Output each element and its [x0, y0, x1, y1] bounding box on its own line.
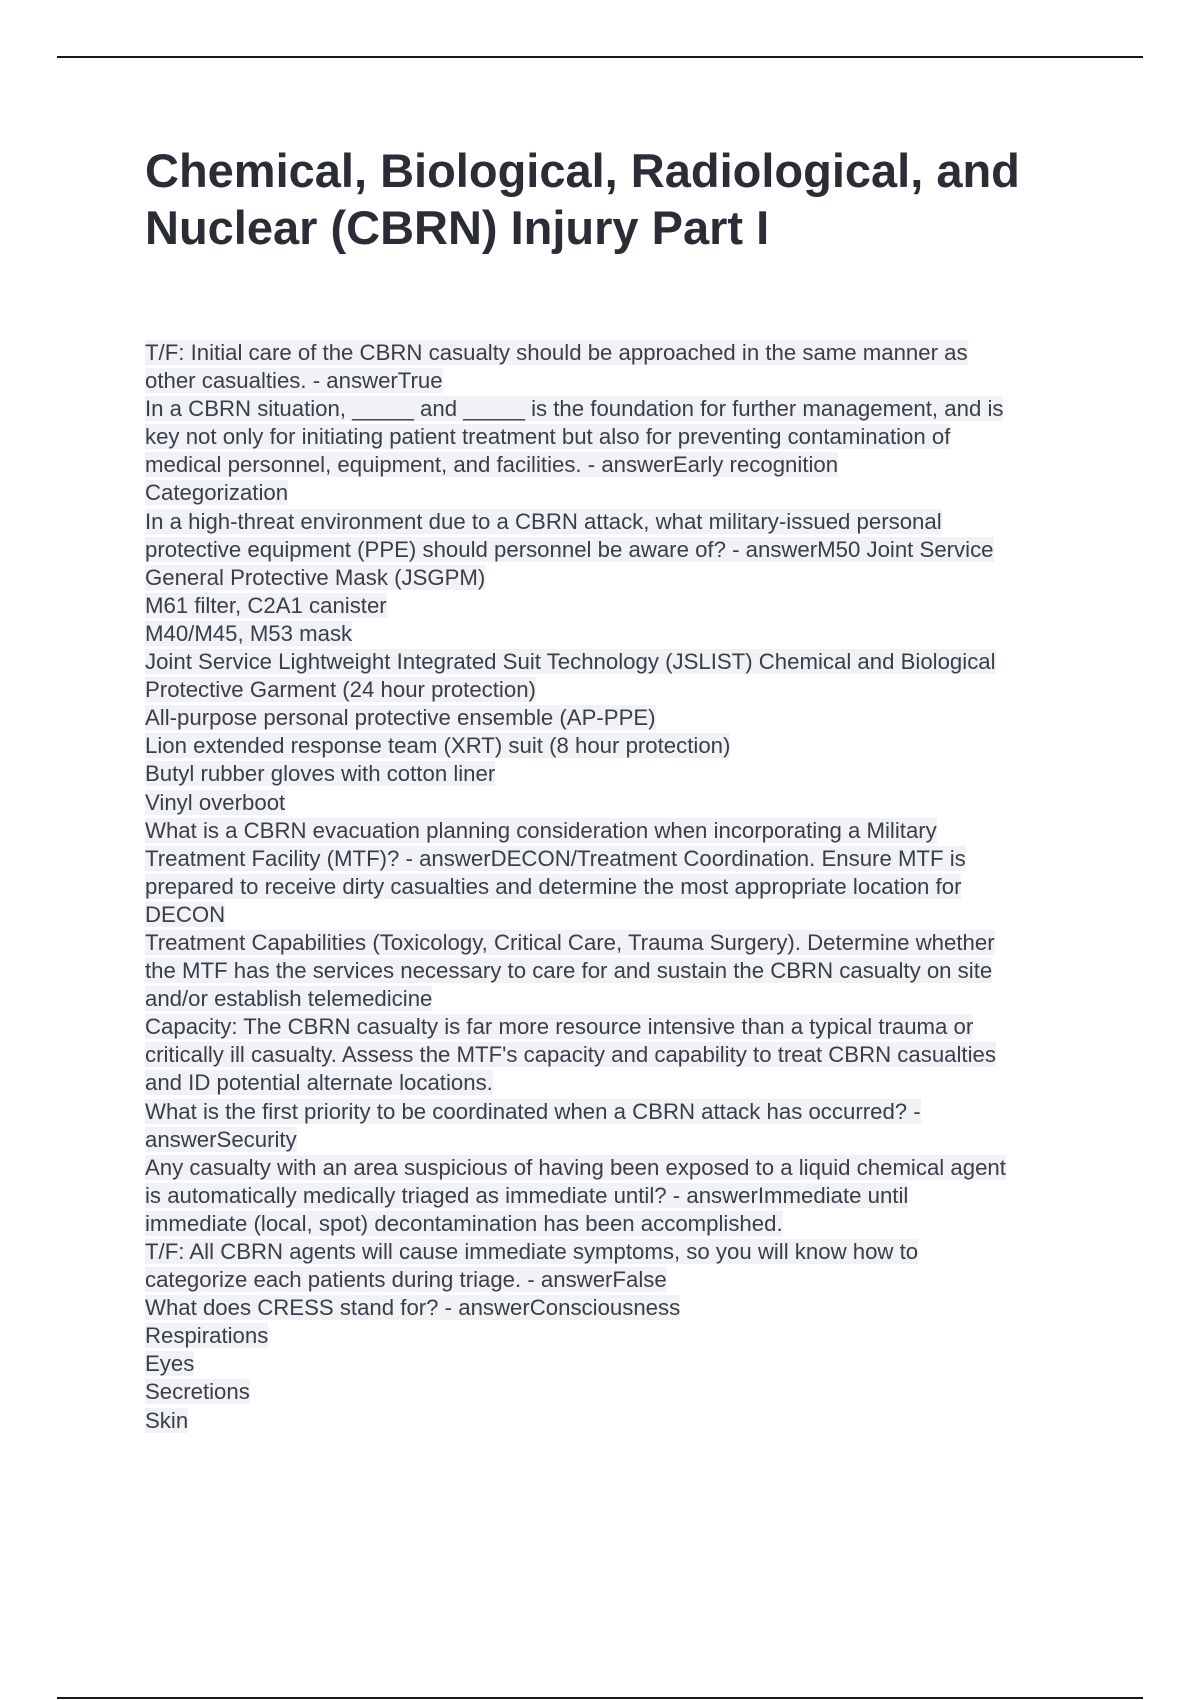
text-line: [145, 592, 1090, 620]
text-line: [145, 732, 1090, 760]
text-line-content: Skin: [145, 1407, 189, 1433]
text-line-content: medical personnel, equipment, and facilities. - answerEarly recognition: [145, 452, 839, 478]
text-line-content: What is the first priority to be coordinated when a CBRN attack has occurred? -: [145, 1098, 921, 1124]
text-line-content: General Protective Mask (JSGPM): [145, 564, 486, 590]
text-line: [145, 901, 1090, 929]
text-line-content: and/or establish telemedicine: [145, 986, 433, 1012]
text-line: [145, 704, 1090, 732]
text-line: [145, 564, 1090, 592]
text-line-content: Joint Service Lightweight Integrated Suit Technology (JSLIST) Chemical and Biological: [145, 649, 996, 675]
text-line: [145, 395, 1090, 423]
bottom-rule: [57, 1697, 1143, 1699]
text-line: [145, 957, 1090, 985]
text-line: [145, 1210, 1090, 1238]
text-line-content: Capacity: The CBRN casualty is far more resource intensive than a typical trauma or: [145, 1014, 974, 1040]
text-line-content: Any casualty with an area suspicious of having been exposed to a liquid chemical agent: [145, 1154, 1006, 1180]
text-line: [145, 620, 1090, 648]
text-line: [145, 1098, 1090, 1126]
text-line: [145, 1238, 1090, 1266]
text-line: [145, 1154, 1090, 1182]
document-body: [145, 339, 1090, 1435]
text-line: [145, 423, 1090, 451]
text-line: [145, 817, 1090, 845]
text-line-content: Treatment Facility (MTF)? - answerDECON/Treatment Coordination. Ensure MTF is: [145, 845, 966, 871]
text-line-content: M61 filter, C2A1 canister: [145, 592, 387, 618]
text-line-content: answerSecurity: [145, 1126, 297, 1152]
text-line-content: In a CBRN situation, _____ and _____ is the foundation for further management, and is: [145, 396, 1004, 422]
text-line: [145, 676, 1090, 704]
text-line: [145, 873, 1090, 901]
text-line: [145, 1266, 1090, 1294]
text-line-content: T/F: All CBRN agents will cause immediate symptoms, so you will know how to: [145, 1239, 919, 1264]
text-line-content: Lion extended response team (XRT) suit (8 hour protection): [145, 733, 731, 759]
text-line-content: Eyes: [145, 1351, 195, 1377]
text-line-content: M40/M45, M53 mask: [145, 620, 353, 646]
text-line-content: DECON: [145, 901, 226, 927]
text-line-content: other casualties. - answerTrue: [145, 368, 443, 394]
text-line-content: critically ill casualty. Assess the MTF's capacity and capability to treat CBRN casualties: [145, 1042, 996, 1068]
top-rule: [57, 56, 1143, 58]
text-line-content: Secretions: [145, 1379, 250, 1405]
text-line-content: is automatically medically triaged as immediate until? - answerImmediate until: [145, 1182, 909, 1208]
text-line: [145, 1294, 1090, 1322]
text-line-content: immediate (local, spot) decontamination has been accomplished.: [145, 1210, 783, 1236]
text-line-content: Treatment Capabilities (Toxicology, Critical Care, Trauma Surgery). Determine whether: [145, 929, 995, 955]
text-line-content: All-purpose personal protective ensemble (AP-PPE): [145, 705, 656, 731]
text-line-content: Respirations: [145, 1323, 269, 1349]
text-line: [145, 1041, 1090, 1069]
text-line: [145, 508, 1090, 536]
text-line-content: and ID potential alternate locations.: [145, 1070, 493, 1096]
text-line-content: key not only for initiating patient treatment but also for preventing contamination of: [145, 424, 951, 450]
text-line-content: protective equipment (PPE) should personnel be aware of? - answerM50 Joint Service: [145, 536, 994, 562]
text-line: [145, 451, 1090, 479]
text-line-content: categorize each patients during triage. - answerFalse: [145, 1267, 667, 1293]
text-line: [145, 985, 1090, 1013]
text-line-content: T/F: Initial care of the CBRN casualty should be approached in the same manner as: [145, 340, 968, 365]
text-line-content: the MTF has the services necessary to care for and sustain the CBRN casualty on site: [145, 958, 993, 984]
text-line: [145, 536, 1090, 564]
text-line: [145, 1407, 1090, 1435]
text-line: [145, 339, 1090, 367]
text-line: [145, 760, 1090, 788]
title-line-2: Nuclear (CBRN) Injury Part I: [145, 201, 770, 254]
text-line-content: prepared to receive dirty casualties and determine the most appropriate location for: [145, 873, 962, 899]
text-line: [145, 1322, 1090, 1350]
text-line: [145, 1069, 1090, 1097]
text-line-content: What does CRESS stand for? - answerConsciousness: [145, 1295, 681, 1321]
text-line: [145, 367, 1090, 395]
text-line: [145, 648, 1090, 676]
text-line: [145, 789, 1090, 817]
text-line-content: Butyl rubber gloves with cotton liner: [145, 761, 496, 787]
text-line-content: What is a CBRN evacuation planning consideration when incorporating a Military: [145, 817, 937, 843]
text-line: [145, 929, 1090, 957]
text-line: [145, 1182, 1090, 1210]
text-line: [145, 1126, 1090, 1154]
text-line-content: Protective Garment (24 hour protection): [145, 677, 536, 703]
text-line: [145, 1013, 1090, 1041]
text-line: [145, 845, 1090, 873]
page-title: [145, 142, 1105, 256]
text-line-content: Categorization: [145, 480, 289, 506]
text-line-content: In a high-threat environment due to a CBRN attack, what military-issued personal: [145, 508, 942, 534]
text-line: [145, 479, 1090, 507]
text-line-content: Vinyl overboot: [145, 789, 286, 815]
title-line-1: Chemical, Biological, Radiological, and: [145, 144, 1020, 197]
text-line: [145, 1378, 1090, 1406]
text-line: [145, 1350, 1090, 1378]
